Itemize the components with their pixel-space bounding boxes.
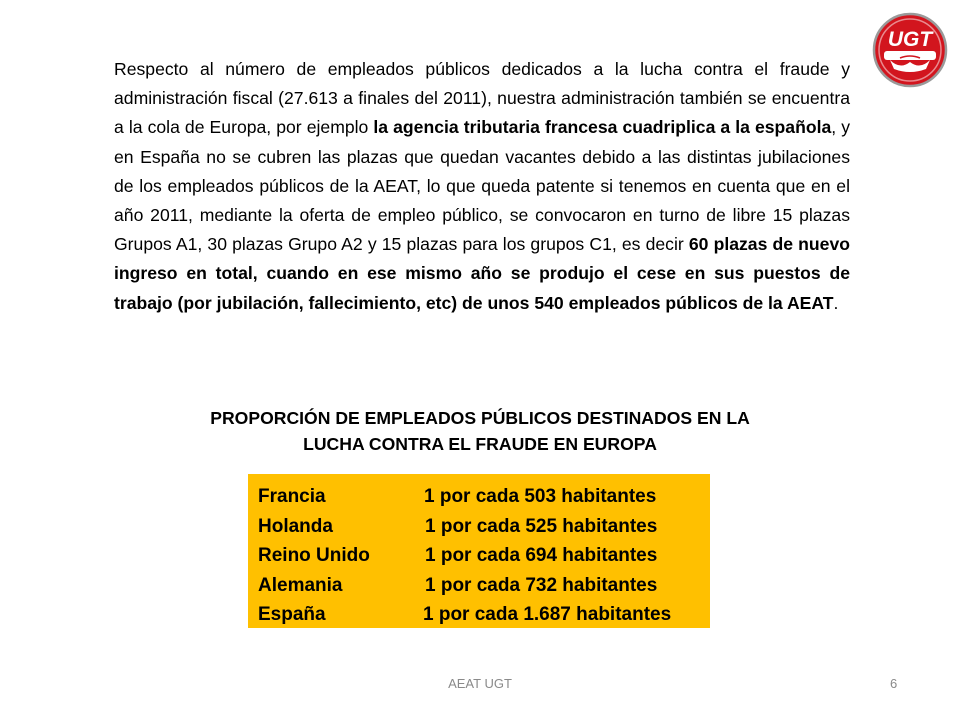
para-text-2: , y en España no se cubren las plazas que quedan vacantes debido a las distintas jubilaciones de los empleados públicos de la AEAT, lo que queda patente si tenemos en cuenta que en el año 2011, mediante la oferta de empleo público, se convocaron en turno de libre 15 plazas Grupos A1, 30 plazas Grupo A2 y 15 plazas para los grupos C1, es decir [114,117,851,255]
ratio-value: 1 por cada 525 habitantes [425,515,658,537]
ratio-value: 1 por cada 732 habitantes [425,574,658,596]
ugt-logo [872,12,948,88]
country-name: España [258,604,326,625]
para-bold-1: la agencia tributaria francesa cuadriplica a la española [373,117,832,138]
para-text-1: Respecto al número de empleados públicos dedicados a la lucha contra el fraude y administración fiscal (27.613 a finales del 2011), nuestra administración también se encuentra a la cola de Europa, por ejemplo [114,59,850,138]
heading-line-1: PROPORCIÓN DE EMPLEADOS PÚBLICOS DESTINADOS EN LA [210,408,750,428]
logo-text: UGT [887,28,933,51]
table-row [258,541,710,571]
country-name: Francia [258,486,326,507]
para-bold-2: 60 plazas de nuevo ingreso en total, cuando en ese mismo año se produjo el cese en sus puestos de trabajo (por jubilación, fallecimiento, etc) de unos 540 empleados públicos de la AEAT [114,234,850,313]
body-paragraph [114,55,850,318]
table-row [258,571,710,601]
ratio-value: 1 por cada 694 habitantes [425,545,658,566]
section-heading [130,405,830,457]
country-name: Holanda [258,515,333,537]
ratio-value: 1 por cada 1.687 habitantes [423,604,672,625]
footer-label: AEAT UGT [448,676,512,691]
table-row [258,482,710,512]
country-name: Reino Unido [258,545,370,566]
table-row [258,512,710,542]
heading-line-2: LUCHA CONTRA EL FRAUDE EN EUROPA [303,434,657,454]
ratio-table [248,474,710,628]
para-text-3: . [833,292,839,313]
country-name: Alemania [258,574,343,596]
page-number: 6 [890,676,898,691]
table-row [258,600,710,630]
ratio-value: 1 por cada 503 habitantes [424,486,657,507]
